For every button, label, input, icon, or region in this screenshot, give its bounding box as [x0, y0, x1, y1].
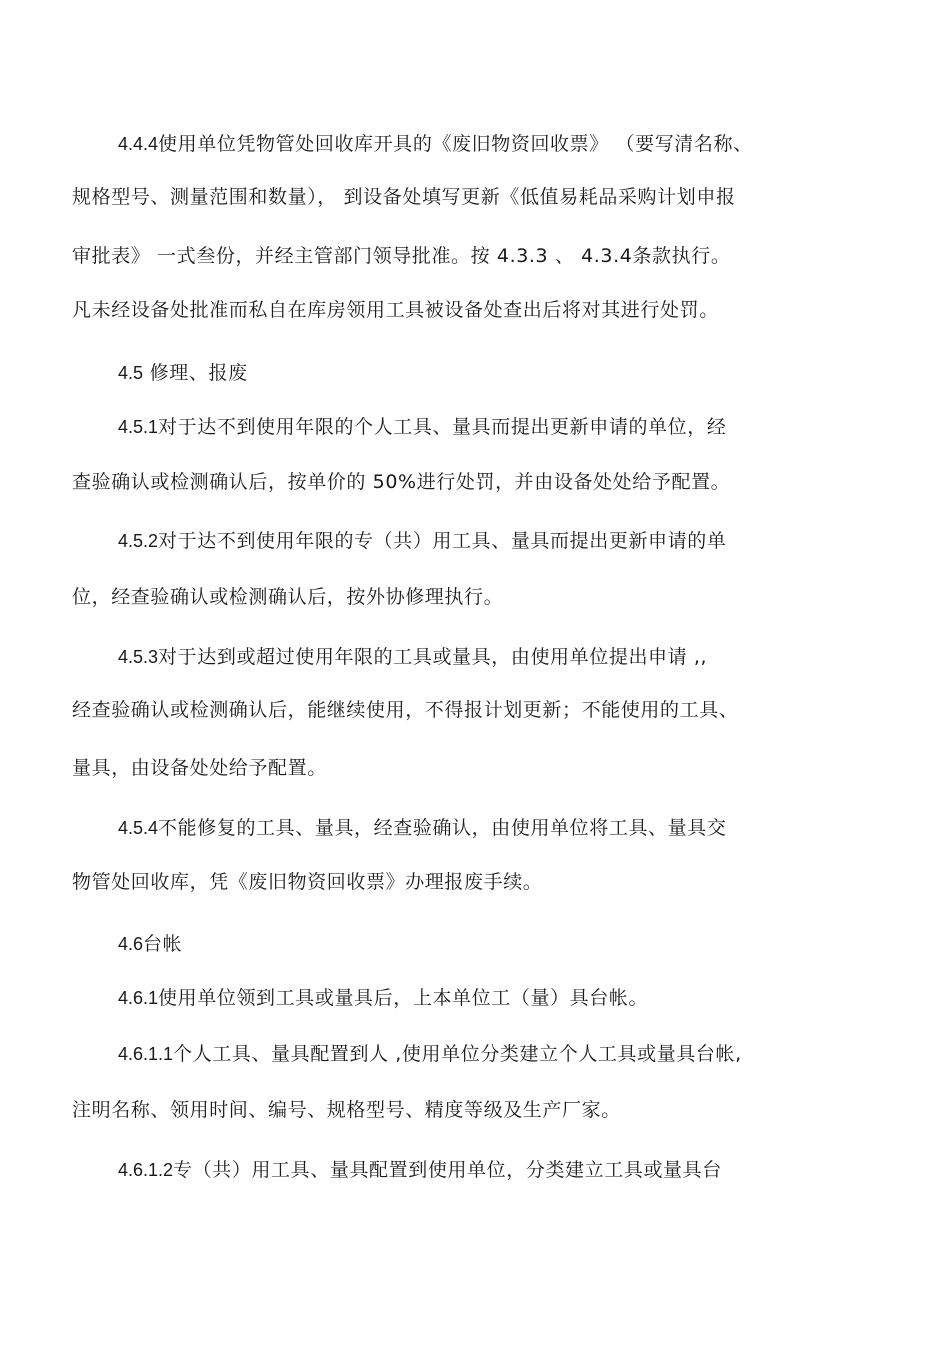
line-text: 使用单位领到工具或量具后，上本单位工（量）具台帐。 — [158, 987, 649, 1009]
line-text: 查验确认或检测确认后，按单价的 50%进行处罚，并由设备处处给予配置。 — [72, 471, 731, 493]
heading-text: 台帐 — [143, 933, 183, 955]
paragraph-4-6-1 — [118, 985, 648, 1011]
paragraph-4-5-1-line-2 — [72, 469, 730, 495]
line-text: 凡未经设备处批准而私自在库房领用工具被设备处查出后将对其进行处罚。 — [72, 299, 719, 321]
line-text: 个人工具、量具配置到人 ,使用单位分类建立个人工具或量具台帐, — [173, 1043, 742, 1065]
line-text: 使用单位凭物管处回收库开具的《废旧物资回收票》 （要写清名称、 — [158, 133, 753, 155]
heading-text: 修理、报废 — [143, 362, 248, 384]
paragraph-4-4-4-line-2 — [72, 184, 736, 210]
paragraph-4-5-4-line-1 — [118, 815, 726, 841]
paragraph-4-4-4-line-3 — [72, 243, 730, 269]
section-number: 4.5.3 — [118, 647, 159, 667]
line-text: 对于达不到使用年限的专（共）用工具、量具而提出更新申请的单 — [158, 530, 727, 552]
paragraph-4-5-2-line-1 — [118, 528, 726, 554]
heading-4-5 — [118, 360, 248, 386]
paragraph-4-5-3-line-1 — [118, 644, 707, 670]
section-number: 4.5.4 — [118, 818, 159, 838]
paragraph-4-6-1-1-line-2 — [72, 1097, 621, 1123]
section-number: 4.5 — [118, 363, 144, 383]
paragraph-4-4-4-line-4 — [72, 297, 719, 323]
paragraph-4-6-1-2-line-1 — [118, 1157, 722, 1183]
paragraph-4-5-3-line-2 — [72, 697, 738, 723]
section-number: 4.6.1 — [118, 988, 159, 1008]
section-number: 4.6 — [118, 934, 144, 954]
line-text: 专（共）用工具、量具配置到使用单位，分类建立工具或量具台 — [173, 1159, 722, 1181]
line-text: 审批表》 一式叁份，并经主管部门领导批准。按 4.3.3 、 4.3.4条款执行。 — [72, 245, 731, 267]
paragraph-4-4-4-line-1 — [118, 131, 753, 157]
paragraph-4-5-1-line-1 — [118, 414, 726, 440]
line-text: 物管处回收库，凭《废旧物资回收票》办理报废手续。 — [72, 871, 543, 893]
section-number: 4.6.1.1 — [118, 1044, 174, 1064]
section-number: 4.5.2 — [118, 531, 159, 551]
heading-4-6 — [118, 931, 182, 957]
line-text: 对于达到或超过使用年限的工具或量具，由使用单位提出申请 ,, — [158, 646, 708, 668]
paragraph-4-6-1-1-line-1 — [118, 1041, 742, 1067]
line-text: 经查验确认或检测确认后，能继续使用，不得报计划更新；不能使用的工具、 — [72, 699, 739, 721]
paragraph-4-5-4-line-2 — [72, 869, 542, 895]
section-number: 4.5.1 — [118, 417, 159, 437]
section-number: 4.4.4 — [118, 134, 159, 154]
line-text: 规格型号、测量范围和数量）， 到设备处填写更新《低值易耗品采购计划申报 — [72, 186, 736, 208]
section-number: 4.6.1.2 — [118, 1160, 174, 1180]
paragraph-4-5-3-line-3 — [72, 755, 327, 781]
paragraph-4-5-2-line-2 — [72, 584, 503, 610]
line-text: 对于达不到使用年限的个人工具、量具而提出更新申请的单位，经 — [158, 416, 727, 438]
line-text: 量具，由设备处处给予配置。 — [72, 757, 327, 779]
line-text: 位，经查验确认或检测确认后，按外协修理执行。 — [72, 586, 504, 608]
line-text: 注明名称、领用时间、编号、规格型号、精度等级及生产厂家。 — [72, 1099, 621, 1121]
line-text: 不能修复的工具、量具，经查验确认，由使用单位将工具、量具交 — [158, 817, 727, 839]
